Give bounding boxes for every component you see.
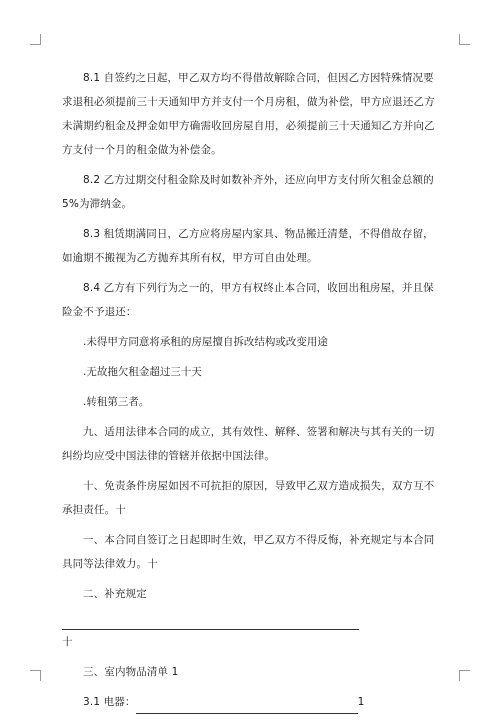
corner-mark-bottom-left <box>30 670 41 681</box>
electrical-label: 3.1 电器： <box>83 696 136 708</box>
clause-8-4-item-3: .转租第三者。 <box>83 396 150 408</box>
inventory-electrical <box>62 690 439 714</box>
supplementary-tail: 十 <box>62 636 73 648</box>
clause-8-4: 8.4 乙方有下列行为之一的，甲方有权终止本合同，收回出租房屋，并且保险金不予退还： <box>62 282 434 318</box>
supplementary-label: 二、补充规定 <box>83 588 147 600</box>
document-body <box>62 66 439 720</box>
corner-mark-bottom-right <box>459 670 470 681</box>
clause-8-4-item-1: .未得甲方同意将承租的房屋擅自拆改结构或改变用途 <box>83 336 328 348</box>
section-3-inventory: 三、室内物品清单 1 <box>83 666 179 678</box>
section-1-effectiveness: 一、本合同自签订之日起即时生效，甲乙双方不得反悔，补充规定与本合同具同等法律效力。十 <box>62 534 435 570</box>
supplementary-blank-line <box>62 615 359 630</box>
corner-mark-top-left <box>30 34 41 45</box>
section-2-supplementary <box>62 582 439 630</box>
section-9-applicable-law: 九、适用法律本合同的成立，其有效性、解释、签署和解决与其有关的一切纠纷均应受中国法律的管辖并依据中国法律。 <box>62 426 435 462</box>
section-10-exemption: 十、免责条件房屋如因不可抗拒的原因，导致甲乙双方造成损失，双方互不承担责任。十 <box>62 480 435 516</box>
clause-8-3: 8.3 租赁期满同日，乙方应将房屋内家具、物品搬迁清楚，不得借故存留，如逾期不搬视为乙方抛弃其所有权，甲方可自由处理。 <box>62 228 434 264</box>
clause-8-1: 8.1 自签约之日起，甲乙双方均不得借故解除合同，但因乙方因特殊情况要求退租必须提前三十天通知甲方并支付一个月房租，做为补偿，甲方应退还乙方未满期约租金及押金如甲方确需收回房屋自用，必须提前三十天通知乙方并向乙方支付一个月的租金做为补偿金。 <box>62 72 435 156</box>
clause-8-2: 8.2 乙方过期交付租金除及时如数补齐外，还应向甲方支付所欠租金总额的 5%为滞纳金。 <box>62 174 434 210</box>
electrical-tail: 1 <box>357 696 365 708</box>
corner-mark-top-right <box>459 34 470 45</box>
clause-8-4-item-2: .无故拖欠租金超过三十天 <box>83 366 202 378</box>
